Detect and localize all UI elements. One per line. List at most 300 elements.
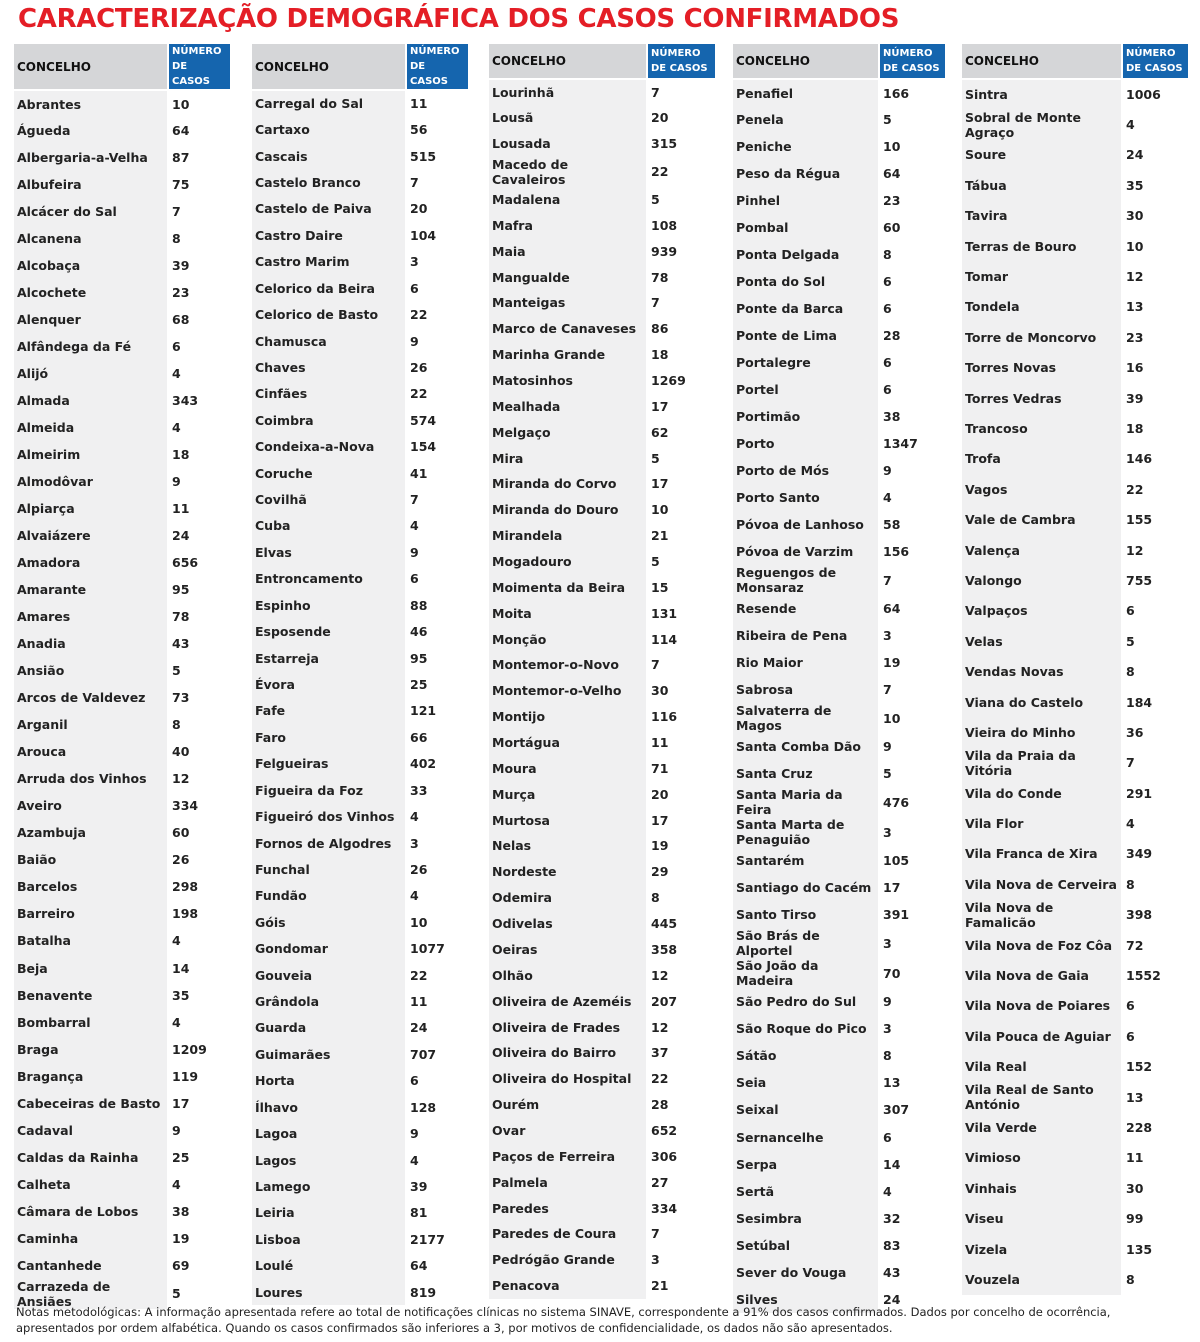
concelho-name: Fundão xyxy=(252,883,406,909)
table-row xyxy=(733,349,945,376)
table-row xyxy=(489,937,715,963)
header-concelho: CONCELHO xyxy=(962,44,1122,79)
case-count: 3 xyxy=(879,622,945,649)
table-row xyxy=(252,724,468,750)
table-row xyxy=(14,225,230,252)
case-count: 71 xyxy=(647,755,715,781)
table-row xyxy=(489,574,715,600)
concelho-name: Póvoa de Varzim xyxy=(733,538,879,565)
concelho-name: Lousã xyxy=(489,105,647,131)
case-count: 25 xyxy=(406,671,468,697)
table-row xyxy=(489,1221,715,1247)
municipality-table-3 xyxy=(489,44,715,1299)
concelho-name: Cinfães xyxy=(252,381,406,407)
table-row xyxy=(962,292,1188,322)
concelho-name: Vale de Cambra xyxy=(962,504,1122,534)
concelho-name: São João da Madeira xyxy=(733,958,879,988)
case-count: 5 xyxy=(1122,626,1188,656)
table-row xyxy=(733,901,945,928)
case-count: 8 xyxy=(1122,1264,1188,1294)
case-count: 62 xyxy=(647,419,715,445)
table-row xyxy=(14,630,230,657)
case-count: 6 xyxy=(879,376,945,403)
case-count: 24 xyxy=(879,1286,945,1313)
concelho-name: Moura xyxy=(489,755,647,781)
case-count: 16 xyxy=(1122,353,1188,383)
table-row xyxy=(489,704,715,730)
table-row xyxy=(489,626,715,652)
concelho-name: Alpiarça xyxy=(14,495,168,522)
case-count: 35 xyxy=(168,982,230,1009)
case-count: 6 xyxy=(1122,991,1188,1021)
case-count: 8 xyxy=(168,225,230,252)
table-row xyxy=(14,576,230,603)
table-row xyxy=(252,354,468,380)
concelho-name: Porto de Mós xyxy=(733,457,879,484)
table-row xyxy=(14,1198,230,1225)
case-count: 10 xyxy=(879,133,945,160)
concelho-name: Câmara de Lobos xyxy=(14,1198,168,1225)
table-row xyxy=(252,698,468,724)
concelho-name: Sátão xyxy=(733,1042,879,1069)
table-row xyxy=(489,471,715,497)
concelho-name: Ponta Delgada xyxy=(733,241,879,268)
table-row xyxy=(962,170,1188,200)
case-count: 81 xyxy=(406,1200,468,1226)
case-count: 87 xyxy=(168,144,230,171)
concelho-name: Vila Nova de Gaia xyxy=(962,960,1122,990)
table-row xyxy=(489,419,715,445)
table-row xyxy=(962,1112,1188,1142)
table-row xyxy=(962,991,1188,1021)
concelho-name: Barreiro xyxy=(14,900,168,927)
table-row xyxy=(733,322,945,349)
case-count: 4 xyxy=(406,803,468,829)
case-count: 17 xyxy=(647,393,715,419)
case-count: 334 xyxy=(647,1195,715,1221)
case-count: 652 xyxy=(647,1118,715,1144)
header-numero-line: NÚMERO xyxy=(883,48,933,59)
table-row xyxy=(489,445,715,471)
case-count: 3 xyxy=(879,928,945,958)
case-count: 121 xyxy=(406,698,468,724)
concelho-name: Condeixa-a-Nova xyxy=(252,433,406,459)
concelho-name: Odemira xyxy=(489,885,647,911)
case-count: 18 xyxy=(647,342,715,368)
concelho-name: Ovar xyxy=(489,1118,647,1144)
case-count: 291 xyxy=(1122,778,1188,808)
concelho-name: Sintra xyxy=(962,79,1122,109)
case-count: 86 xyxy=(647,316,715,342)
case-count: 64 xyxy=(168,117,230,144)
table-row xyxy=(14,252,230,279)
case-count: 5 xyxy=(879,106,945,133)
concelho-name: São Pedro do Sul xyxy=(733,988,879,1015)
case-count: 476 xyxy=(879,787,945,817)
concelho-name: Nelas xyxy=(489,833,647,859)
case-count: 152 xyxy=(1122,1052,1188,1082)
concelho-name: Velas xyxy=(962,626,1122,656)
concelho-name: Cascais xyxy=(252,143,406,169)
case-count: 95 xyxy=(406,645,468,671)
concelho-name: Carregal do Sal xyxy=(252,90,406,116)
concelho-name: Murça xyxy=(489,781,647,807)
concelho-name: Sabrosa xyxy=(733,676,879,703)
concelho-name: Portel xyxy=(733,376,879,403)
case-count: 656 xyxy=(168,549,230,576)
case-count: 7 xyxy=(406,169,468,195)
table-row xyxy=(252,1120,468,1146)
table-row xyxy=(962,748,1188,778)
table-row xyxy=(252,1041,468,1067)
concelho-name: Baião xyxy=(14,846,168,873)
concelho-name: Vila Pouca de Aguiar xyxy=(962,1021,1122,1051)
table-row xyxy=(962,1203,1188,1233)
case-count: 17 xyxy=(647,807,715,833)
case-count: 4 xyxy=(168,927,230,954)
concelho-name: Entroncamento xyxy=(252,566,406,592)
case-count: 6 xyxy=(168,333,230,360)
case-count: 7 xyxy=(647,1221,715,1247)
concelho-name: Santa Maria da Feira xyxy=(733,787,879,817)
case-count: 6 xyxy=(406,275,468,301)
case-count: 119 xyxy=(168,1063,230,1090)
header-casos-line: DE CASOS xyxy=(172,61,210,87)
tables-area xyxy=(0,44,1200,1309)
case-count: 6 xyxy=(1122,1021,1188,1051)
concelho-name: Porto Santo xyxy=(733,484,879,511)
concelho-name: Portalegre xyxy=(733,349,879,376)
case-count: 32 xyxy=(879,1205,945,1232)
concelho-name: Évora xyxy=(252,671,406,697)
concelho-name: Cantanhede xyxy=(14,1252,168,1279)
concelho-name: Vila Real de Santo António xyxy=(962,1082,1122,1112)
case-count: 4 xyxy=(879,1178,945,1205)
table-row xyxy=(252,1147,468,1173)
concelho-name: Caminha xyxy=(14,1225,168,1252)
case-count: 78 xyxy=(168,603,230,630)
concelho-name: Salvaterra de Magos xyxy=(733,703,879,733)
concelho-name: Melgaço xyxy=(489,419,647,445)
case-count: 155 xyxy=(1122,504,1188,534)
case-count: 228 xyxy=(1122,1112,1188,1142)
concelho-name: Fornos de Algodres xyxy=(252,830,406,856)
concelho-name: Oeiras xyxy=(489,937,647,963)
concelho-name: Olhão xyxy=(489,962,647,988)
table-row xyxy=(252,222,468,248)
table-row xyxy=(489,393,715,419)
table-row xyxy=(252,566,468,592)
concelho-name: Terras de Bouro xyxy=(962,231,1122,261)
table-row xyxy=(14,846,230,873)
table-row xyxy=(252,1173,468,1199)
table-row xyxy=(14,1063,230,1090)
table-row xyxy=(733,760,945,787)
table-row xyxy=(14,306,230,333)
header-numero-line: NÚMERO xyxy=(410,46,460,57)
concelho-name: Elvas xyxy=(252,539,406,565)
concelho-name: São Roque do Pico xyxy=(733,1015,879,1042)
concelho-name: Santo Tirso xyxy=(733,901,879,928)
concelho-name: Anadia xyxy=(14,630,168,657)
table-row xyxy=(489,187,715,213)
concelho-name: Figueiró dos Vinhos xyxy=(252,803,406,829)
table-row xyxy=(962,687,1188,717)
table-row xyxy=(14,765,230,792)
table-row xyxy=(252,169,468,195)
case-count: 24 xyxy=(168,522,230,549)
case-count: 95 xyxy=(168,576,230,603)
case-count: 184 xyxy=(1122,687,1188,717)
concelho-name: Covilhã xyxy=(252,486,406,512)
table-row xyxy=(962,900,1188,930)
table-row xyxy=(252,909,468,935)
case-count: 104 xyxy=(406,222,468,248)
table-row xyxy=(14,792,230,819)
table-row xyxy=(962,1234,1188,1264)
concelho-name: Faro xyxy=(252,724,406,750)
table-row xyxy=(962,1082,1188,1112)
concelho-name: Cadaval xyxy=(14,1117,168,1144)
table-row xyxy=(252,301,468,327)
concelho-name: Lagos xyxy=(252,1147,406,1173)
concelho-name: Barcelos xyxy=(14,873,168,900)
case-count: 10 xyxy=(406,909,468,935)
concelho-name: Benavente xyxy=(14,982,168,1009)
case-count: 7 xyxy=(879,565,945,595)
case-count: 10 xyxy=(168,90,230,117)
case-count: 26 xyxy=(406,354,468,380)
case-count: 28 xyxy=(647,1092,715,1118)
header-numero-line: NÚMERO xyxy=(1126,48,1176,59)
table-row xyxy=(252,1015,468,1041)
table-row xyxy=(962,535,1188,565)
table-row xyxy=(489,497,715,523)
table-row xyxy=(733,928,945,958)
case-count: 819 xyxy=(406,1279,468,1305)
concelho-name: Arcos de Valdevez xyxy=(14,684,168,711)
table-row xyxy=(14,603,230,630)
table-row xyxy=(733,1178,945,1205)
concelho-name: Estarreja xyxy=(252,645,406,671)
municipality-table-5 xyxy=(962,44,1188,1295)
case-count: 4 xyxy=(406,1147,468,1173)
table-row xyxy=(14,90,230,117)
case-count: 9 xyxy=(406,328,468,354)
municipality-table-4 xyxy=(733,44,945,1313)
case-count: 15 xyxy=(647,574,715,600)
concelho-name: Vila da Praia da Vitória xyxy=(962,748,1122,778)
table-row xyxy=(252,513,468,539)
table-row xyxy=(489,264,715,290)
concelho-name: Cuba xyxy=(252,513,406,539)
case-count: 11 xyxy=(168,495,230,522)
table-row xyxy=(733,1232,945,1259)
concelho-name: Vila Franca de Xira xyxy=(962,839,1122,869)
case-count: 24 xyxy=(406,1015,468,1041)
case-count: 4 xyxy=(1122,808,1188,838)
case-count: 11 xyxy=(647,730,715,756)
concelho-name: Vieira do Minho xyxy=(962,717,1122,747)
case-count: 8 xyxy=(647,885,715,911)
concelho-name: Peso da Régua xyxy=(733,160,879,187)
concelho-name: Guimarães xyxy=(252,1041,406,1067)
case-count: 14 xyxy=(879,1151,945,1178)
concelho-name: Vila Nova de Cerveira xyxy=(962,869,1122,899)
table-row xyxy=(733,874,945,901)
concelho-name: Guarda xyxy=(252,1015,406,1041)
case-count: 18 xyxy=(1122,413,1188,443)
concelho-name: Valença xyxy=(962,535,1122,565)
table-row xyxy=(733,430,945,457)
concelho-name: Valpaços xyxy=(962,596,1122,626)
concelho-name: Carrazeda de Ansiães xyxy=(14,1279,168,1309)
table-row xyxy=(733,958,945,988)
table-row xyxy=(252,671,468,697)
table-row xyxy=(14,657,230,684)
concelho-name: Castelo de Paiva xyxy=(252,196,406,222)
table-row xyxy=(489,1247,715,1273)
table-row xyxy=(733,79,945,106)
case-count: 3 xyxy=(879,1015,945,1042)
table-row xyxy=(489,1118,715,1144)
table-row xyxy=(14,684,230,711)
table-row xyxy=(14,387,230,414)
header-casos-line: DE CASOS xyxy=(1126,63,1183,74)
concelho-name: Beja xyxy=(14,955,168,982)
concelho-name: Arganil xyxy=(14,711,168,738)
table-row xyxy=(252,883,468,909)
case-count: 64 xyxy=(879,160,945,187)
table-row xyxy=(14,927,230,954)
table-row xyxy=(733,1042,945,1069)
concelho-name: Ponta do Sol xyxy=(733,268,879,295)
table-row xyxy=(962,1021,1188,1051)
concelho-name: Tomar xyxy=(962,261,1122,291)
concelho-name: Alfândega da Fé xyxy=(14,333,168,360)
concelho-name: Vila Nova de Foz Côa xyxy=(962,930,1122,960)
header-concelho: CONCELHO xyxy=(489,44,647,79)
table-row xyxy=(489,523,715,549)
case-count: 3 xyxy=(647,1247,715,1273)
table-row xyxy=(14,1036,230,1063)
case-count: 6 xyxy=(879,1124,945,1151)
case-count: 9 xyxy=(879,733,945,760)
table-row xyxy=(14,1009,230,1036)
table-row xyxy=(489,1092,715,1118)
table-row xyxy=(14,1171,230,1198)
case-count: 349 xyxy=(1122,839,1188,869)
case-count: 5 xyxy=(168,1279,230,1309)
table-row xyxy=(14,738,230,765)
case-count: 939 xyxy=(647,238,715,264)
case-count: 23 xyxy=(879,187,945,214)
table-row xyxy=(14,414,230,441)
case-count: 73 xyxy=(168,684,230,711)
concelho-name: Castro Marim xyxy=(252,249,406,275)
case-count: 19 xyxy=(879,649,945,676)
case-count: 43 xyxy=(879,1259,945,1286)
concelho-name: Figueira da Foz xyxy=(252,777,406,803)
case-count: 46 xyxy=(406,618,468,644)
case-count: 64 xyxy=(879,595,945,622)
table-row xyxy=(733,847,945,874)
case-count: 19 xyxy=(647,833,715,859)
table-row xyxy=(962,778,1188,808)
case-count: 11 xyxy=(406,90,468,116)
header-casos-line: DE CASOS xyxy=(651,63,708,74)
concelho-name: Monção xyxy=(489,626,647,652)
concelho-name: Esposende xyxy=(252,618,406,644)
concelho-name: Almada xyxy=(14,387,168,414)
concelho-name: Bombarral xyxy=(14,1009,168,1036)
concelho-name: Mogadouro xyxy=(489,549,647,575)
case-count: 2177 xyxy=(406,1226,468,1252)
table-row xyxy=(252,249,468,275)
concelho-name: Oliveira de Frades xyxy=(489,1014,647,1040)
table-row xyxy=(14,144,230,171)
concelho-name: Lagoa xyxy=(252,1120,406,1146)
case-count: 66 xyxy=(406,724,468,750)
concelho-name: Matosinhos xyxy=(489,368,647,394)
case-count: 40 xyxy=(168,738,230,765)
concelho-name: Mirandela xyxy=(489,523,647,549)
table-row xyxy=(962,413,1188,443)
case-count: 99 xyxy=(1122,1203,1188,1233)
case-count: 445 xyxy=(647,911,715,937)
table-row xyxy=(14,711,230,738)
table-row xyxy=(733,1259,945,1286)
table-row xyxy=(14,279,230,306)
concelho-name: Arruda dos Vinhos xyxy=(14,765,168,792)
case-count: 22 xyxy=(647,1066,715,1092)
case-count: 21 xyxy=(647,1273,715,1299)
table-row xyxy=(14,873,230,900)
table-row xyxy=(252,777,468,803)
concelho-name: Alvaiázere xyxy=(14,522,168,549)
case-count: 10 xyxy=(879,703,945,733)
concelho-name: Lourinhã xyxy=(489,79,647,105)
case-count: 11 xyxy=(406,988,468,1014)
case-count: 38 xyxy=(879,403,945,430)
table-row xyxy=(489,368,715,394)
table-row xyxy=(962,1143,1188,1173)
table-row xyxy=(489,157,715,187)
case-count: 30 xyxy=(1122,1173,1188,1203)
case-count: 68 xyxy=(168,306,230,333)
table-row xyxy=(489,755,715,781)
case-count: 8 xyxy=(168,711,230,738)
table-row xyxy=(489,238,715,264)
table-row xyxy=(962,109,1188,139)
case-count: 108 xyxy=(647,212,715,238)
table-row xyxy=(733,595,945,622)
concelho-name: Ansião xyxy=(14,657,168,684)
table-row xyxy=(14,333,230,360)
case-count: 146 xyxy=(1122,444,1188,474)
case-count: 58 xyxy=(879,511,945,538)
case-count: 20 xyxy=(647,105,715,131)
case-count: 12 xyxy=(1122,535,1188,565)
concelho-name: Almeirim xyxy=(14,441,168,468)
table-row xyxy=(252,803,468,829)
concelho-name: Mortágua xyxy=(489,730,647,756)
table-row xyxy=(733,565,945,595)
table-row xyxy=(489,962,715,988)
table-row xyxy=(14,522,230,549)
concelho-name: Setúbal xyxy=(733,1232,879,1259)
table-row xyxy=(489,290,715,316)
